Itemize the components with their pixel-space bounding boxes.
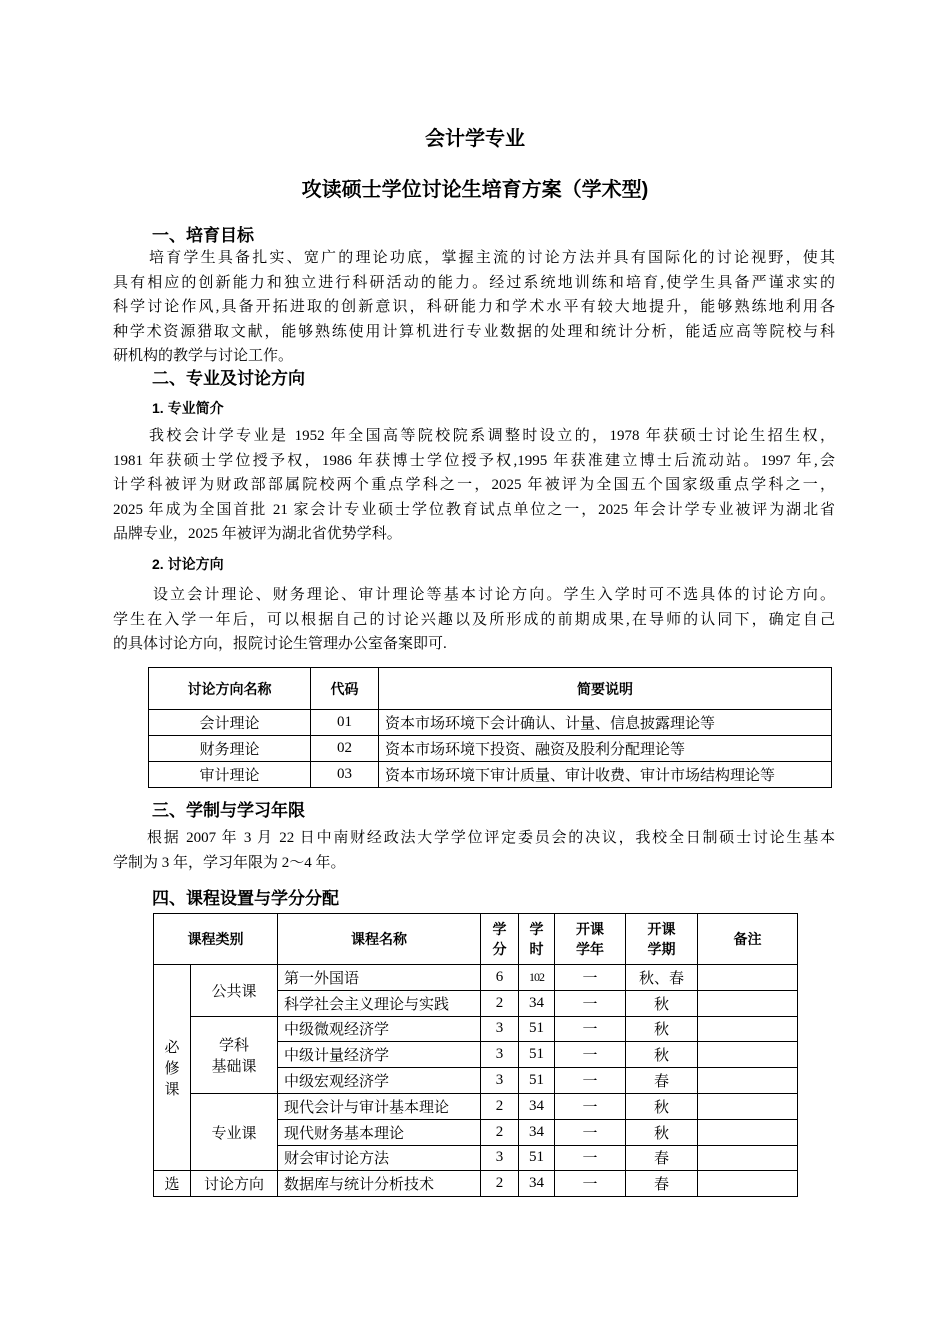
direction-code: 02 bbox=[311, 736, 379, 762]
course-term: 秋、春 bbox=[626, 965, 698, 991]
course-credit: 2 bbox=[481, 990, 519, 1016]
course-credit: 3 bbox=[481, 1042, 519, 1068]
course-note bbox=[698, 1171, 798, 1197]
group-major: 专业课 bbox=[191, 1093, 278, 1170]
course-hours: 102 bbox=[519, 965, 555, 991]
group-public: 公共课 bbox=[191, 965, 278, 1017]
header-description: 简要说明 bbox=[379, 668, 832, 710]
text-line: 具有相应的创新能力和独立进行科研活动的能力。经过系统地训练和培育,使学生具备严谨求实的 bbox=[113, 274, 835, 291]
course-year: 一 bbox=[555, 965, 626, 991]
course-year: 一 bbox=[555, 990, 626, 1016]
course-hours: 34 bbox=[519, 1119, 555, 1145]
header-course-name: 课程名称 bbox=[278, 914, 481, 965]
intro-paragraph bbox=[113, 424, 835, 547]
course-credit: 2 bbox=[481, 1093, 519, 1119]
header-category: 课程类别 bbox=[154, 914, 278, 965]
course-name: 科学社会主义理论与实践 bbox=[278, 990, 481, 1016]
document-title: 会计学专业 bbox=[425, 128, 525, 150]
course-note bbox=[698, 1119, 798, 1145]
text-line: 种学术资源猎取文献，能够熟练使用计算机进行专业数据的处理和统计分析，能适应高等院校与科 bbox=[113, 323, 835, 340]
direction-description: 资本市场环境下会计确认、计量、信息披露理论等 bbox=[379, 710, 832, 736]
course-note bbox=[698, 965, 798, 991]
section-heading-courses: 四、课程设置与学分分配 bbox=[152, 889, 339, 908]
course-year: 一 bbox=[555, 1093, 626, 1119]
text-line: 科学讨论作风,具备开拓进取的创新意识，科研能力和学术水平有较大地提升，能够熟练地利用各 bbox=[113, 299, 835, 315]
direction-code: 03 bbox=[311, 762, 379, 788]
course-credit: 2 bbox=[481, 1119, 519, 1145]
course-note bbox=[698, 990, 798, 1016]
header-note: 备注 bbox=[698, 914, 798, 965]
course-hours: 34 bbox=[519, 1093, 555, 1119]
course-name: 现代财务基本理论 bbox=[278, 1119, 481, 1145]
course-note bbox=[698, 1093, 798, 1119]
course-year: 一 bbox=[555, 1042, 626, 1068]
header-term: 开课 学期 bbox=[626, 914, 698, 965]
course-row bbox=[154, 1016, 798, 1042]
course-term: 秋 bbox=[626, 1119, 698, 1145]
header-year: 开课 学年 bbox=[555, 914, 626, 965]
course-term: 秋 bbox=[626, 1016, 698, 1042]
course-year: 一 bbox=[555, 1119, 626, 1145]
section-heading-directions: 二、专业及讨论方向 bbox=[152, 369, 305, 388]
text-line: 培育学生具备扎实、宽广的理论功底，掌握主流的讨论方法并具有国际化的讨论视野，使其 bbox=[149, 250, 835, 266]
header-code: 代码 bbox=[311, 668, 379, 710]
text-line: 我校会计学专业是 1952 年全国高等院校院系调整时设立的，1978 年获硕士讨论生招生权， bbox=[149, 428, 835, 444]
text-line: 学生在入学一年后，可以根据自己的讨论兴趣以及所形成的前期成果,在导师的认同下，确定自己 bbox=[113, 611, 835, 628]
course-credit: 2 bbox=[481, 1171, 519, 1197]
course-term: 春 bbox=[626, 1068, 698, 1094]
course-name: 数据库与统计分析技术 bbox=[278, 1171, 481, 1197]
table-header-row bbox=[149, 668, 832, 710]
text-line: 的具体讨论方向，报院讨论生管理办公室备案即可. bbox=[113, 636, 447, 652]
course-table bbox=[153, 913, 798, 1197]
course-hours: 51 bbox=[519, 1042, 555, 1068]
document-subtitle: 攻读硕士学位讨论生培育方案（学术型) bbox=[301, 179, 649, 201]
course-term: 春 bbox=[626, 1145, 698, 1171]
course-hours: 34 bbox=[519, 1171, 555, 1197]
section-heading-goals: 一、培育目标 bbox=[152, 226, 254, 245]
course-name: 财会审讨论方法 bbox=[278, 1145, 481, 1171]
text-line: 研机构的教学与讨论工作。 bbox=[113, 348, 294, 364]
course-credit: 6 bbox=[481, 965, 519, 991]
text-line: 1981 年获硕士学位授予权，1986 年获博士学位授予权,1995 年获准建立博士后流动站。1997 年,会 bbox=[113, 452, 835, 469]
table-row bbox=[149, 762, 832, 788]
header-hours: 学 时 bbox=[519, 914, 555, 965]
group-required: 必 修 课 bbox=[154, 965, 191, 1171]
course-hours: 34 bbox=[519, 990, 555, 1016]
course-term: 秋 bbox=[626, 1093, 698, 1119]
group-elective: 选 bbox=[154, 1171, 191, 1197]
course-name: 现代会计与审计基本理论 bbox=[278, 1093, 481, 1119]
course-note bbox=[698, 1042, 798, 1068]
course-term: 秋 bbox=[626, 990, 698, 1016]
course-credit: 3 bbox=[481, 1016, 519, 1042]
course-row bbox=[154, 1171, 798, 1197]
subheading-intro: 1. 专业简介 bbox=[152, 400, 224, 416]
course-name: 中级微观经济学 bbox=[278, 1016, 481, 1042]
text-line: 计学科被评为财政部部属院校两个重点学科之一，2025 年被评为全国五个国家级重点学科之一， bbox=[113, 477, 835, 493]
course-note bbox=[698, 1068, 798, 1094]
course-name: 第一外国语 bbox=[278, 965, 481, 991]
course-hours: 51 bbox=[519, 1068, 555, 1094]
course-name: 中级宏观经济学 bbox=[278, 1068, 481, 1094]
course-year: 一 bbox=[555, 1171, 626, 1197]
text-line: 品牌专业，2025 年被评为湖北省优势学科。 bbox=[113, 526, 402, 542]
course-year: 一 bbox=[555, 1068, 626, 1094]
course-year: 一 bbox=[555, 1145, 626, 1171]
direction-description: 资本市场环境下投资、融资及股利分配理论等 bbox=[379, 736, 832, 762]
text-line: 2025 年成为全国首批 21 家会计专业硕士学位教育试点单位之一，2025 年会计学专业被评为湖北省 bbox=[113, 501, 835, 518]
research-direction-table bbox=[148, 667, 832, 788]
course-term: 秋 bbox=[626, 1042, 698, 1068]
subheading-research-direction: 2. 讨论方向 bbox=[152, 556, 224, 572]
text-line: 设立会计理论、财务理论、审计理论等基本讨论方向。学生入学时可不选具体的讨论方向。 bbox=[153, 587, 835, 603]
table-row bbox=[149, 710, 832, 736]
course-year: 一 bbox=[555, 1016, 626, 1042]
course-note bbox=[698, 1145, 798, 1171]
section-heading-duration: 三、学制与学习年限 bbox=[152, 801, 305, 820]
direction-code: 01 bbox=[311, 710, 379, 736]
course-hours: 51 bbox=[519, 1016, 555, 1042]
direction-paragraph bbox=[113, 583, 835, 657]
course-credit: 3 bbox=[481, 1068, 519, 1094]
group-direction: 讨论方向 bbox=[191, 1171, 278, 1197]
header-credit: 学 分 bbox=[481, 914, 519, 965]
direction-name: 财务理论 bbox=[149, 736, 311, 762]
text-line: 根据 2007 年 3 月 22 日中南财经政法大学学位评定委员会的决议，我校全日制硕士讨论生基本 bbox=[147, 830, 835, 846]
course-term: 春 bbox=[626, 1171, 698, 1197]
course-note bbox=[698, 1016, 798, 1042]
group-basic: 学科 基础课 bbox=[191, 1016, 278, 1093]
direction-description: 资本市场环境下审计质量、审计收费、审计市场结构理论等 bbox=[379, 762, 832, 788]
text-line: 学制为 3 年，学习年限为 2～4 年。 bbox=[113, 854, 346, 871]
course-hours: 51 bbox=[519, 1145, 555, 1171]
course-name: 中级计量经济学 bbox=[278, 1042, 481, 1068]
duration-paragraph bbox=[113, 826, 835, 875]
direction-name: 会计理论 bbox=[149, 710, 311, 736]
course-row bbox=[154, 965, 798, 991]
course-table-header bbox=[154, 914, 798, 965]
goals-paragraph bbox=[113, 246, 835, 369]
course-row bbox=[154, 1093, 798, 1119]
course-credit: 3 bbox=[481, 1145, 519, 1171]
direction-name: 审计理论 bbox=[149, 762, 311, 788]
header-direction-name: 讨论方向名称 bbox=[149, 668, 311, 710]
table-row bbox=[149, 736, 832, 762]
